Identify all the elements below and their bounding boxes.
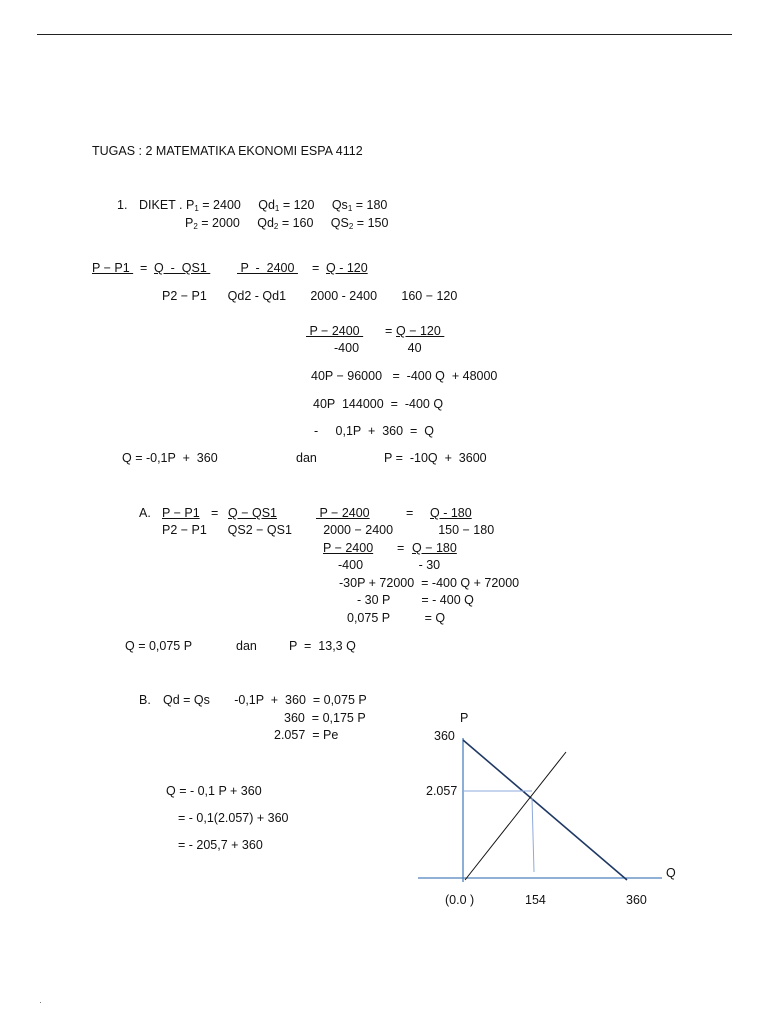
given-row-1: DIKET . $P_1 = 2400$ $Qd_1 = 120$ $Qs_1 = 180$ [139, 198, 388, 213]
supply-step1-den: -400 - 30 [338, 558, 441, 572]
demand-sub-eq: = [312, 261, 320, 275]
equilibrium-quantity-guide [532, 798, 534, 872]
demand-sub-num-q: Q - 120 [326, 261, 368, 275]
demand-step1-num-q: Q − 120 [396, 324, 445, 338]
supply-result-and: dan [236, 639, 257, 653]
supply-sub-num-p: P − 2400 [316, 506, 370, 520]
demand-step4: - 0,1P + 360 = Q [314, 424, 434, 438]
supply-formula-num-q: Q − QS1 [228, 506, 277, 520]
supply-formula-eq: = [211, 506, 219, 520]
demand-curve [463, 740, 627, 880]
equilibrium-q-line-1: Q = - 0,1 P + 360 [166, 784, 262, 798]
supply-denominators: P2 − P1 QS2 − QS1 2000 − 2400 150 − 180 [162, 523, 495, 537]
equilibrium-line-2: 360 = 0,175 P [284, 711, 366, 725]
page-mark [40, 1002, 41, 1003]
part-a-letter: A. [139, 506, 151, 520]
demand-step1-den: -400 40 [334, 341, 422, 355]
q-axis-label: Q [666, 866, 676, 880]
equilibrium-line-1: Qd = Qs -0,1P + 360 = 0,075 P [163, 693, 367, 707]
demand-denominators: P2 − P1 Qd2 - Qd1 2000 - 2400 160 − 120 [162, 289, 458, 303]
supply-step2: -30P + 72000 = -400 Q + 72000 [339, 576, 520, 590]
demand-step1-num-p: P − 2400 [306, 324, 364, 338]
given-label: DIKET . [139, 198, 187, 212]
equilibrium-line-3: 2.057 = Pe [274, 728, 339, 742]
demand-step2: 40P − 96000 = -400 Q + 48000 [311, 369, 498, 383]
demand-result-q: Q = -0,1P + 360 [122, 451, 218, 465]
demand-formula-num-q: Q - QS1 [154, 261, 211, 275]
supply-formula-num-p: P − P1 [162, 506, 200, 520]
demand-sub-num-p: P - 2400 [237, 261, 298, 275]
demand-formula-num-p: P − P1 [92, 261, 134, 275]
supply-step4: 0,075 P = Q [347, 611, 446, 625]
q-tick-origin: (0.0 ) [445, 893, 475, 907]
demand-result-p: P = -10Q + 3600 [384, 451, 487, 465]
supply-step1-eq: = [397, 541, 405, 555]
supply-step1-num-q: Q − 180 [412, 541, 457, 555]
q-tick-154: 154 [525, 893, 546, 907]
p-tick-360: 360 [434, 729, 455, 743]
p-tick-2057: 2.057 [426, 784, 458, 798]
equilibrium-q-line-3: = - 205,7 + 360 [178, 838, 263, 852]
demand-step1-eq: = [385, 324, 396, 338]
supply-result-p: P = 13,3 Q [289, 639, 356, 653]
supply-sub-num-q: Q - 180 [430, 506, 472, 520]
p-axis-label: P [460, 711, 469, 725]
supply-result-q: Q = 0,075 P [125, 639, 193, 653]
supply-step1-num-p: P − 2400 [323, 541, 374, 555]
item-number: 1. [117, 198, 128, 212]
part-b-letter: B. [139, 693, 151, 707]
supply-sub-eq: = [406, 506, 414, 520]
assignment-title: TUGAS : 2 MATEMATIKA EKONOMI ESPA 4112 [92, 144, 363, 158]
equilibrium-q-line-2: = - 0,1(2.057) + 360 [178, 811, 289, 825]
demand-formula-eq: = [140, 261, 148, 275]
demand-step3: 40P 144000 = -400 Q [313, 397, 444, 411]
given-row-2: $P_2 = 2000$ $Qd_2 = 160$ $QS_2 = 150$ [185, 216, 389, 231]
supply-step3: - 30 P = - 400 Q [357, 593, 474, 607]
demand-result-and: dan [296, 451, 317, 465]
q-tick-360: 360 [626, 893, 647, 907]
